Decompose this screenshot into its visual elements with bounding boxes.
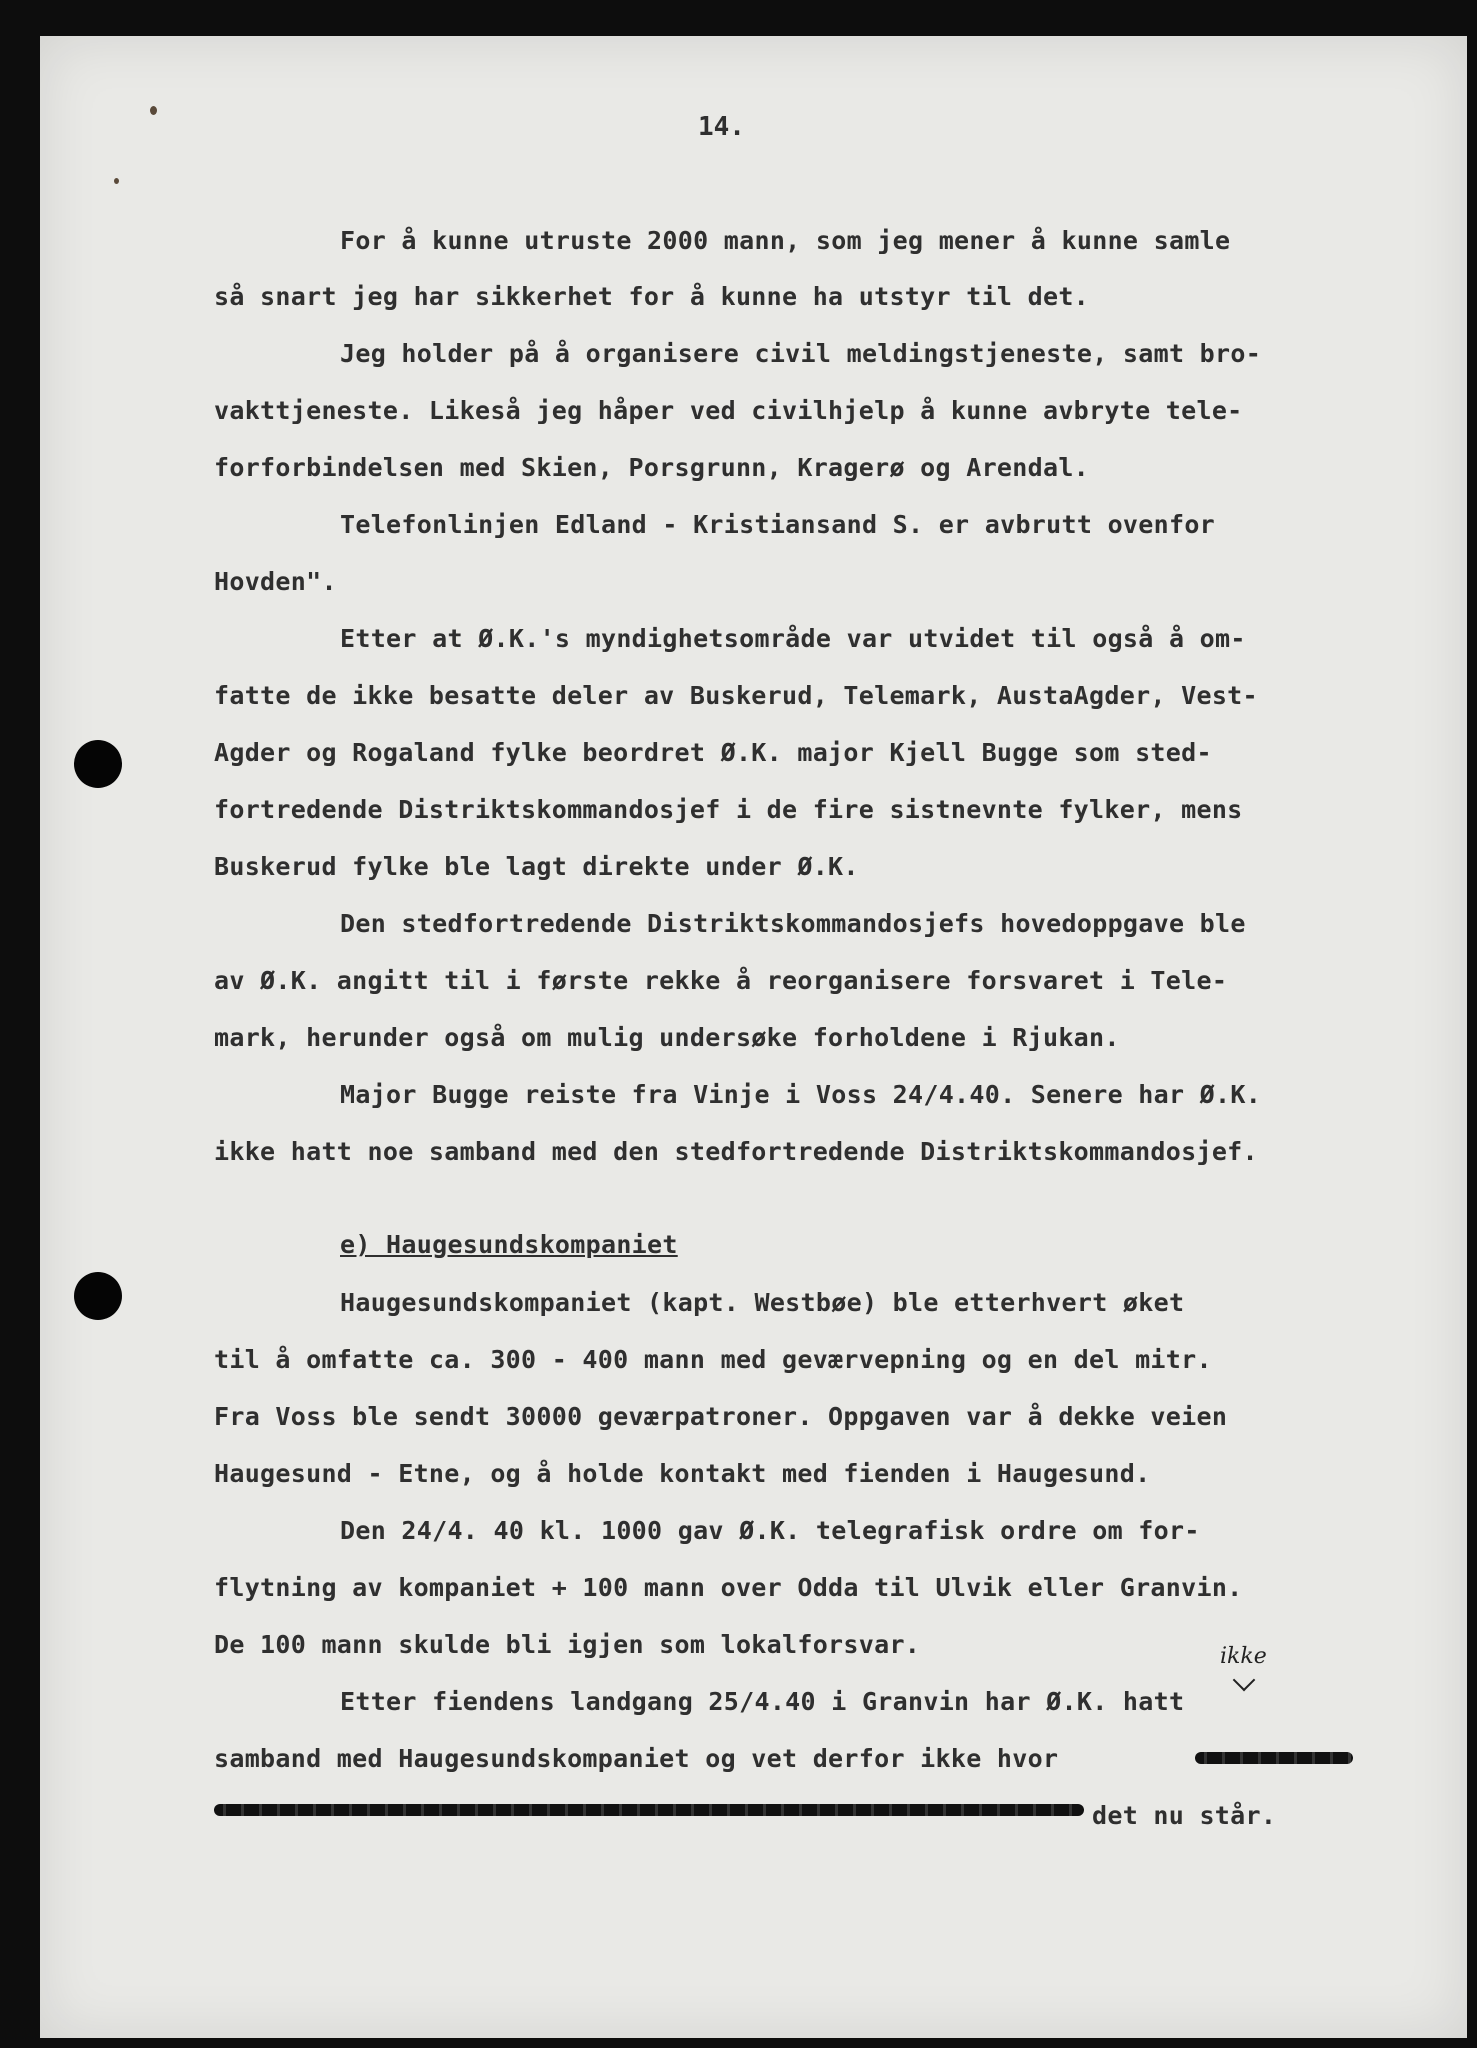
text-line: Haugesund - Etne, og å holde kontakt med fienden i Haugesund. xyxy=(214,1459,1151,1488)
text-line: Etter fiendens landgang 25/4.40 i Granvin har Ø.K. hatt xyxy=(340,1687,1185,1716)
text-line: Telefonlinjen Edland - Kristiansand S. er avbrutt ovenfor xyxy=(340,510,1216,539)
stain-mark xyxy=(150,106,157,115)
text-line: Haugesundskompaniet (kapt. Westbøe) ble etterhvert øket xyxy=(340,1288,1185,1317)
page-number: 14. xyxy=(698,112,745,142)
text-line: Jeg holder på å organisere civil meldingstjeneste, samt bro- xyxy=(340,339,1262,368)
text-line: De 100 mann skulde bli igjen som lokalforsvar. xyxy=(214,1630,921,1659)
text-line: Major Bugge reiste fra Vinje i Voss 24/4.40. Senere har Ø.K. xyxy=(340,1080,1262,1109)
text-line: ikke hatt noe samband med den stedfortredende Distriktskommandosjef. xyxy=(214,1137,1258,1166)
handwritten-insert: ikke xyxy=(1220,1644,1267,1669)
text-line: samband med Haugesundskompaniet og vet derfor ikke hvor xyxy=(214,1744,1059,1773)
strikethrough-mark xyxy=(214,1804,1084,1816)
text-line: fatte de ikke besatte deler av Buskerud, Telemark, AustaAgder, Vest- xyxy=(214,681,1258,710)
text-line: flytning av kompaniet + 100 mann over Odda til Ulvik eller Granvin. xyxy=(214,1573,1243,1602)
text-line: så snart jeg har sikkerhet for å kunne ha utstyr til det. xyxy=(214,282,1090,311)
text-line: Fra Voss ble sendt 30000 geværpatroner. Oppgaven var å dekke veien xyxy=(214,1402,1228,1431)
punch-hole xyxy=(74,740,122,788)
text-line: Agder og Rogaland fylke beordret Ø.K. major Kjell Bugge som sted- xyxy=(214,738,1212,767)
text-line: Buskerud fylke ble lagt direkte under Ø.K. xyxy=(214,852,859,881)
text-line: forforbindelsen med Skien, Porsgrunn, Kragerø og Arendal. xyxy=(214,453,1090,482)
text-line: det nu står. xyxy=(1092,1801,1277,1830)
text-line: For å kunne utruste 2000 mann, som jeg mener å kunne samle xyxy=(340,226,1231,255)
stain-mark xyxy=(114,178,119,184)
strikethrough-mark xyxy=(1195,1752,1353,1764)
text-line: fortredende Distriktskommandosjef i de fire sistnevnte fylker, mens xyxy=(214,795,1243,824)
text-line: Hovden". xyxy=(214,567,337,596)
text-line: Den stedfortredende Distriktskommandosjefs hovedoppgave ble xyxy=(340,909,1246,938)
text-line: Den 24/4. 40 kl. 1000 gav Ø.K. telegrafisk ordre om for- xyxy=(340,1516,1200,1545)
section-heading: e) Haugesundskompaniet xyxy=(340,1230,678,1259)
text-line: av Ø.K. angitt til i første rekke å reorganisere forsvaret i Tele- xyxy=(214,966,1228,995)
text-line: til å omfatte ca. 300 - 400 mann med geværvepning og en del mitr. xyxy=(214,1345,1212,1374)
text-line: mark, herunder også om mulig undersøke forholdene i Rjukan. xyxy=(214,1023,1120,1052)
text-line: vakttjeneste. Likeså jeg håper ved civilhjelp å kunne avbryte tele- xyxy=(214,396,1243,425)
punch-hole xyxy=(74,1272,122,1320)
text-line: Etter at Ø.K.'s myndighetsområde var utvidet til også å om- xyxy=(340,624,1246,653)
